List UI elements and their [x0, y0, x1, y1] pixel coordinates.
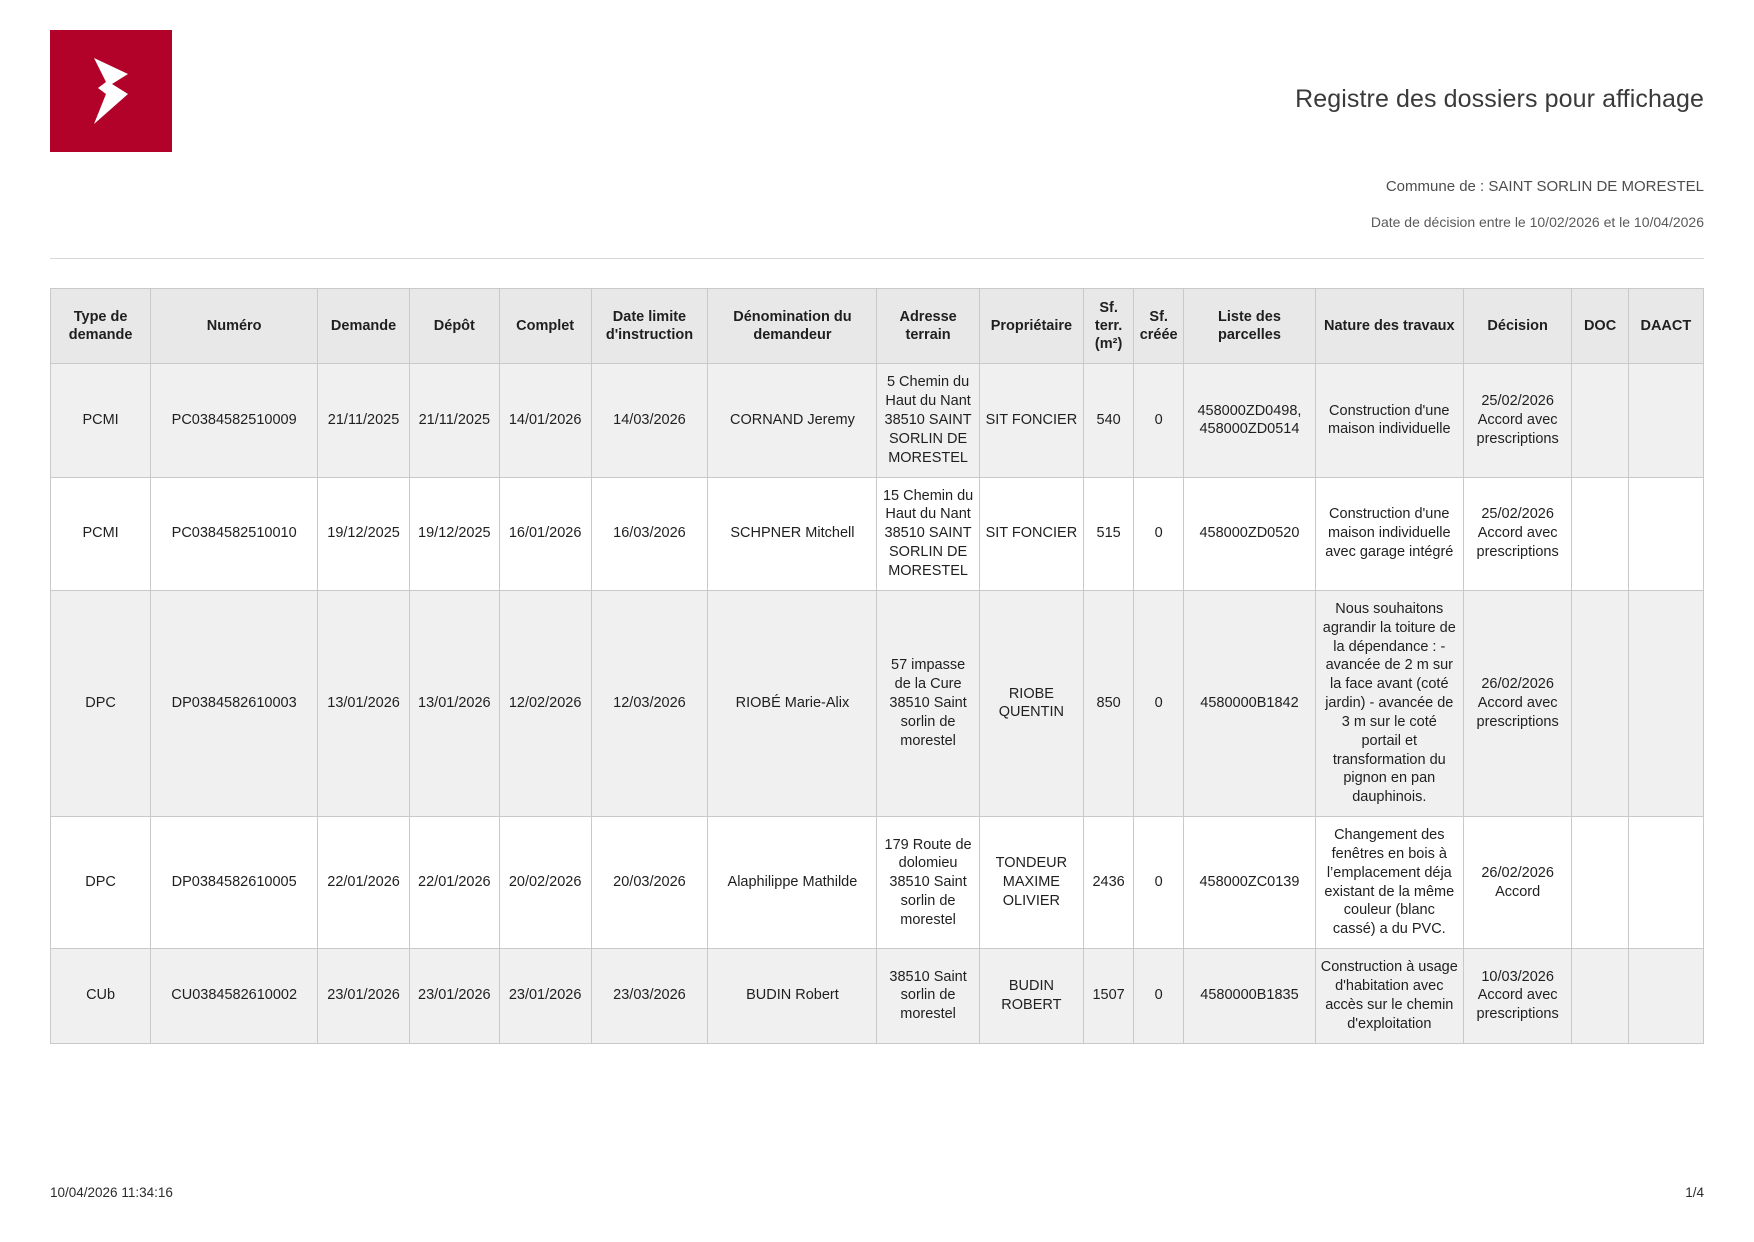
- table-row: [51, 817, 1704, 949]
- cell-date-limite: 20/03/2026: [591, 817, 708, 949]
- cell-proprietaire: SIT FONCIER: [979, 477, 1083, 590]
- table-header-row: [51, 289, 1704, 364]
- column-header-sf-terr: Sf. terr. (m²): [1084, 289, 1134, 364]
- cell-parcelles: 4580000B1835: [1184, 949, 1315, 1043]
- cell-demande: 19/12/2025: [318, 477, 410, 590]
- cell-depot: 19/12/2025: [409, 477, 499, 590]
- registre-table-container: [50, 288, 1704, 1044]
- column-header-date-limite: Date limite d'instruction: [591, 289, 708, 364]
- cell-daact: [1628, 817, 1703, 949]
- cell-nature: Changement des fenêtres en bois à l’emplacement déja existant de la même couleur (blanc cassé) a du PVC.: [1315, 817, 1463, 949]
- bird-logo: [50, 30, 172, 152]
- cell-demande: 23/01/2026: [318, 949, 410, 1043]
- column-header-type: Type de demande: [51, 289, 151, 364]
- cell-sf-terr: 540: [1084, 364, 1134, 477]
- cell-numero: PC0384582510010: [151, 477, 318, 590]
- cell-denomination: RIOBÉ Marie-Alix: [708, 590, 877, 816]
- cell-doc: [1572, 364, 1628, 477]
- cell-type: PCMI: [51, 477, 151, 590]
- cell-depot: 13/01/2026: [409, 590, 499, 816]
- cell-date-limite: 12/03/2026: [591, 590, 708, 816]
- table-row: [51, 590, 1704, 816]
- cell-decision: 26/02/2026 Accord: [1463, 817, 1572, 949]
- cell-demande: 22/01/2026: [318, 817, 410, 949]
- cell-complet: 16/01/2026: [499, 477, 591, 590]
- cell-date-limite: 16/03/2026: [591, 477, 708, 590]
- cell-adresse: 5 Chemin du Haut du Nant 38510 SAINT SORLIN DE MORESTEL: [877, 364, 979, 477]
- date-range-label: Date de décision entre le 10/02/2026 et le 10/04/2026: [1370, 214, 1704, 230]
- cell-complet: 12/02/2026: [499, 590, 591, 816]
- cell-proprietaire: RIOBE QUENTIN: [979, 590, 1083, 816]
- cell-type: PCMI: [51, 364, 151, 477]
- page-title: Registre des dossiers pour affichage: [1295, 85, 1704, 113]
- cell-complet: 20/02/2026: [499, 817, 591, 949]
- cell-depot: 23/01/2026: [409, 949, 499, 1043]
- cell-daact: [1628, 364, 1703, 477]
- cell-sf-creee: 0: [1134, 949, 1184, 1043]
- column-header-denomination: Dénomination du demandeur: [708, 289, 877, 364]
- column-header-proprietaire: Propriétaire: [979, 289, 1083, 364]
- cell-numero: DP0384582610003: [151, 590, 318, 816]
- cell-parcelles: 458000ZD0498, 458000ZD0514: [1184, 364, 1315, 477]
- cell-sf-creee: 0: [1134, 364, 1184, 477]
- cell-denomination: BUDIN Robert: [708, 949, 877, 1043]
- cell-proprietaire: TONDEUR MAXIME OLIVIER: [979, 817, 1083, 949]
- cell-nature: Construction d'une maison individuelle avec garage intégré: [1315, 477, 1463, 590]
- cell-doc: [1572, 949, 1628, 1043]
- cell-daact: [1628, 949, 1703, 1043]
- column-header-parcelles: Liste des parcelles: [1184, 289, 1315, 364]
- cell-numero: PC0384582510009: [151, 364, 318, 477]
- cell-decision: 26/02/2026 Accord avec prescriptions: [1463, 590, 1572, 816]
- column-header-daact: DAACT: [1628, 289, 1703, 364]
- cell-sf-terr: 2436: [1084, 817, 1134, 949]
- cell-demande: 21/11/2025: [318, 364, 410, 477]
- cell-parcelles: 458000ZC0139: [1184, 817, 1315, 949]
- header-divider: [50, 258, 1704, 259]
- cell-nature: Construction à usage d'habitation avec accès sur le chemin d'exploitation: [1315, 949, 1463, 1043]
- registre-table: [50, 288, 1704, 1044]
- column-header-doc: DOC: [1572, 289, 1628, 364]
- cell-adresse: 15 Chemin du Haut du Nant 38510 SAINT SORLIN DE MORESTEL: [877, 477, 979, 590]
- cell-sf-creee: 0: [1134, 590, 1184, 816]
- cell-proprietaire: BUDIN ROBERT: [979, 949, 1083, 1043]
- cell-numero: CU0384582610002: [151, 949, 318, 1043]
- cell-adresse: 57 impasse de la Cure 38510 Saint sorlin de morestel: [877, 590, 979, 816]
- cell-sf-terr: 850: [1084, 590, 1134, 816]
- cell-complet: 23/01/2026: [499, 949, 591, 1043]
- cell-denomination: Alaphilippe Mathilde: [708, 817, 877, 949]
- cell-daact: [1628, 477, 1703, 590]
- cell-type: DPC: [51, 817, 151, 949]
- column-header-nature: Nature des travaux: [1315, 289, 1463, 364]
- cell-doc: [1572, 817, 1628, 949]
- cell-complet: 14/01/2026: [499, 364, 591, 477]
- cell-type: DPC: [51, 590, 151, 816]
- table-row: [51, 364, 1704, 477]
- cell-denomination: CORNAND Jeremy: [708, 364, 877, 477]
- cell-doc: [1572, 477, 1628, 590]
- cell-parcelles: 4580000B1842: [1184, 590, 1315, 816]
- footer-timestamp: 10/04/2026 11:34:16: [50, 1185, 173, 1200]
- cell-numero: DP0384582610005: [151, 817, 318, 949]
- cell-decision: 10/03/2026 Accord avec prescriptions: [1463, 949, 1572, 1043]
- cell-depot: 22/01/2026: [409, 817, 499, 949]
- cell-nature: Nous souhaitons agrandir la toiture de la dépendance : - avancée de 2 m sur la face avant (coté jardin) - avancée de 3 m sur le coté portail et transformation du pignon en pan dauphinois.: [1315, 590, 1463, 816]
- cell-depot: 21/11/2025: [409, 364, 499, 477]
- cell-sf-terr: 1507: [1084, 949, 1134, 1043]
- cell-denomination: SCHPNER Mitchell: [708, 477, 877, 590]
- column-header-decision: Décision: [1463, 289, 1572, 364]
- column-header-demande: Demande: [318, 289, 410, 364]
- cell-proprietaire: SIT FONCIER: [979, 364, 1083, 477]
- cell-sf-creee: 0: [1134, 817, 1184, 949]
- cell-sf-creee: 0: [1134, 477, 1184, 590]
- document-header: [50, 0, 1704, 230]
- table-row: [51, 477, 1704, 590]
- cell-decision: 25/02/2026 Accord avec prescriptions: [1463, 477, 1572, 590]
- table-row: [51, 949, 1704, 1043]
- cell-sf-terr: 515: [1084, 477, 1134, 590]
- cell-nature: Construction d'une maison individuelle: [1315, 364, 1463, 477]
- cell-date-limite: 23/03/2026: [591, 949, 708, 1043]
- cell-doc: [1572, 590, 1628, 816]
- cell-decision: 25/02/2026 Accord avec prescriptions: [1463, 364, 1572, 477]
- column-header-adresse: Adresse terrain: [877, 289, 979, 364]
- cell-daact: [1628, 590, 1703, 816]
- cell-adresse: 179 Route de dolomieu 38510 Saint sorlin de morestel: [877, 817, 979, 949]
- cell-demande: 13/01/2026: [318, 590, 410, 816]
- cell-adresse: 38510 Saint sorlin de morestel: [877, 949, 979, 1043]
- column-header-numero: Numéro: [151, 289, 318, 364]
- commune-label: Commune de : SAINT SORLIN DE MORESTEL: [1385, 178, 1704, 195]
- cell-type: CUb: [51, 949, 151, 1043]
- footer-page-number: 1/4: [1685, 1185, 1704, 1200]
- cell-date-limite: 14/03/2026: [591, 364, 708, 477]
- column-header-depot: Dépôt: [409, 289, 499, 364]
- column-header-sf-creee: Sf. créée: [1134, 289, 1184, 364]
- column-header-complet: Complet: [499, 289, 591, 364]
- cell-parcelles: 458000ZD0520: [1184, 477, 1315, 590]
